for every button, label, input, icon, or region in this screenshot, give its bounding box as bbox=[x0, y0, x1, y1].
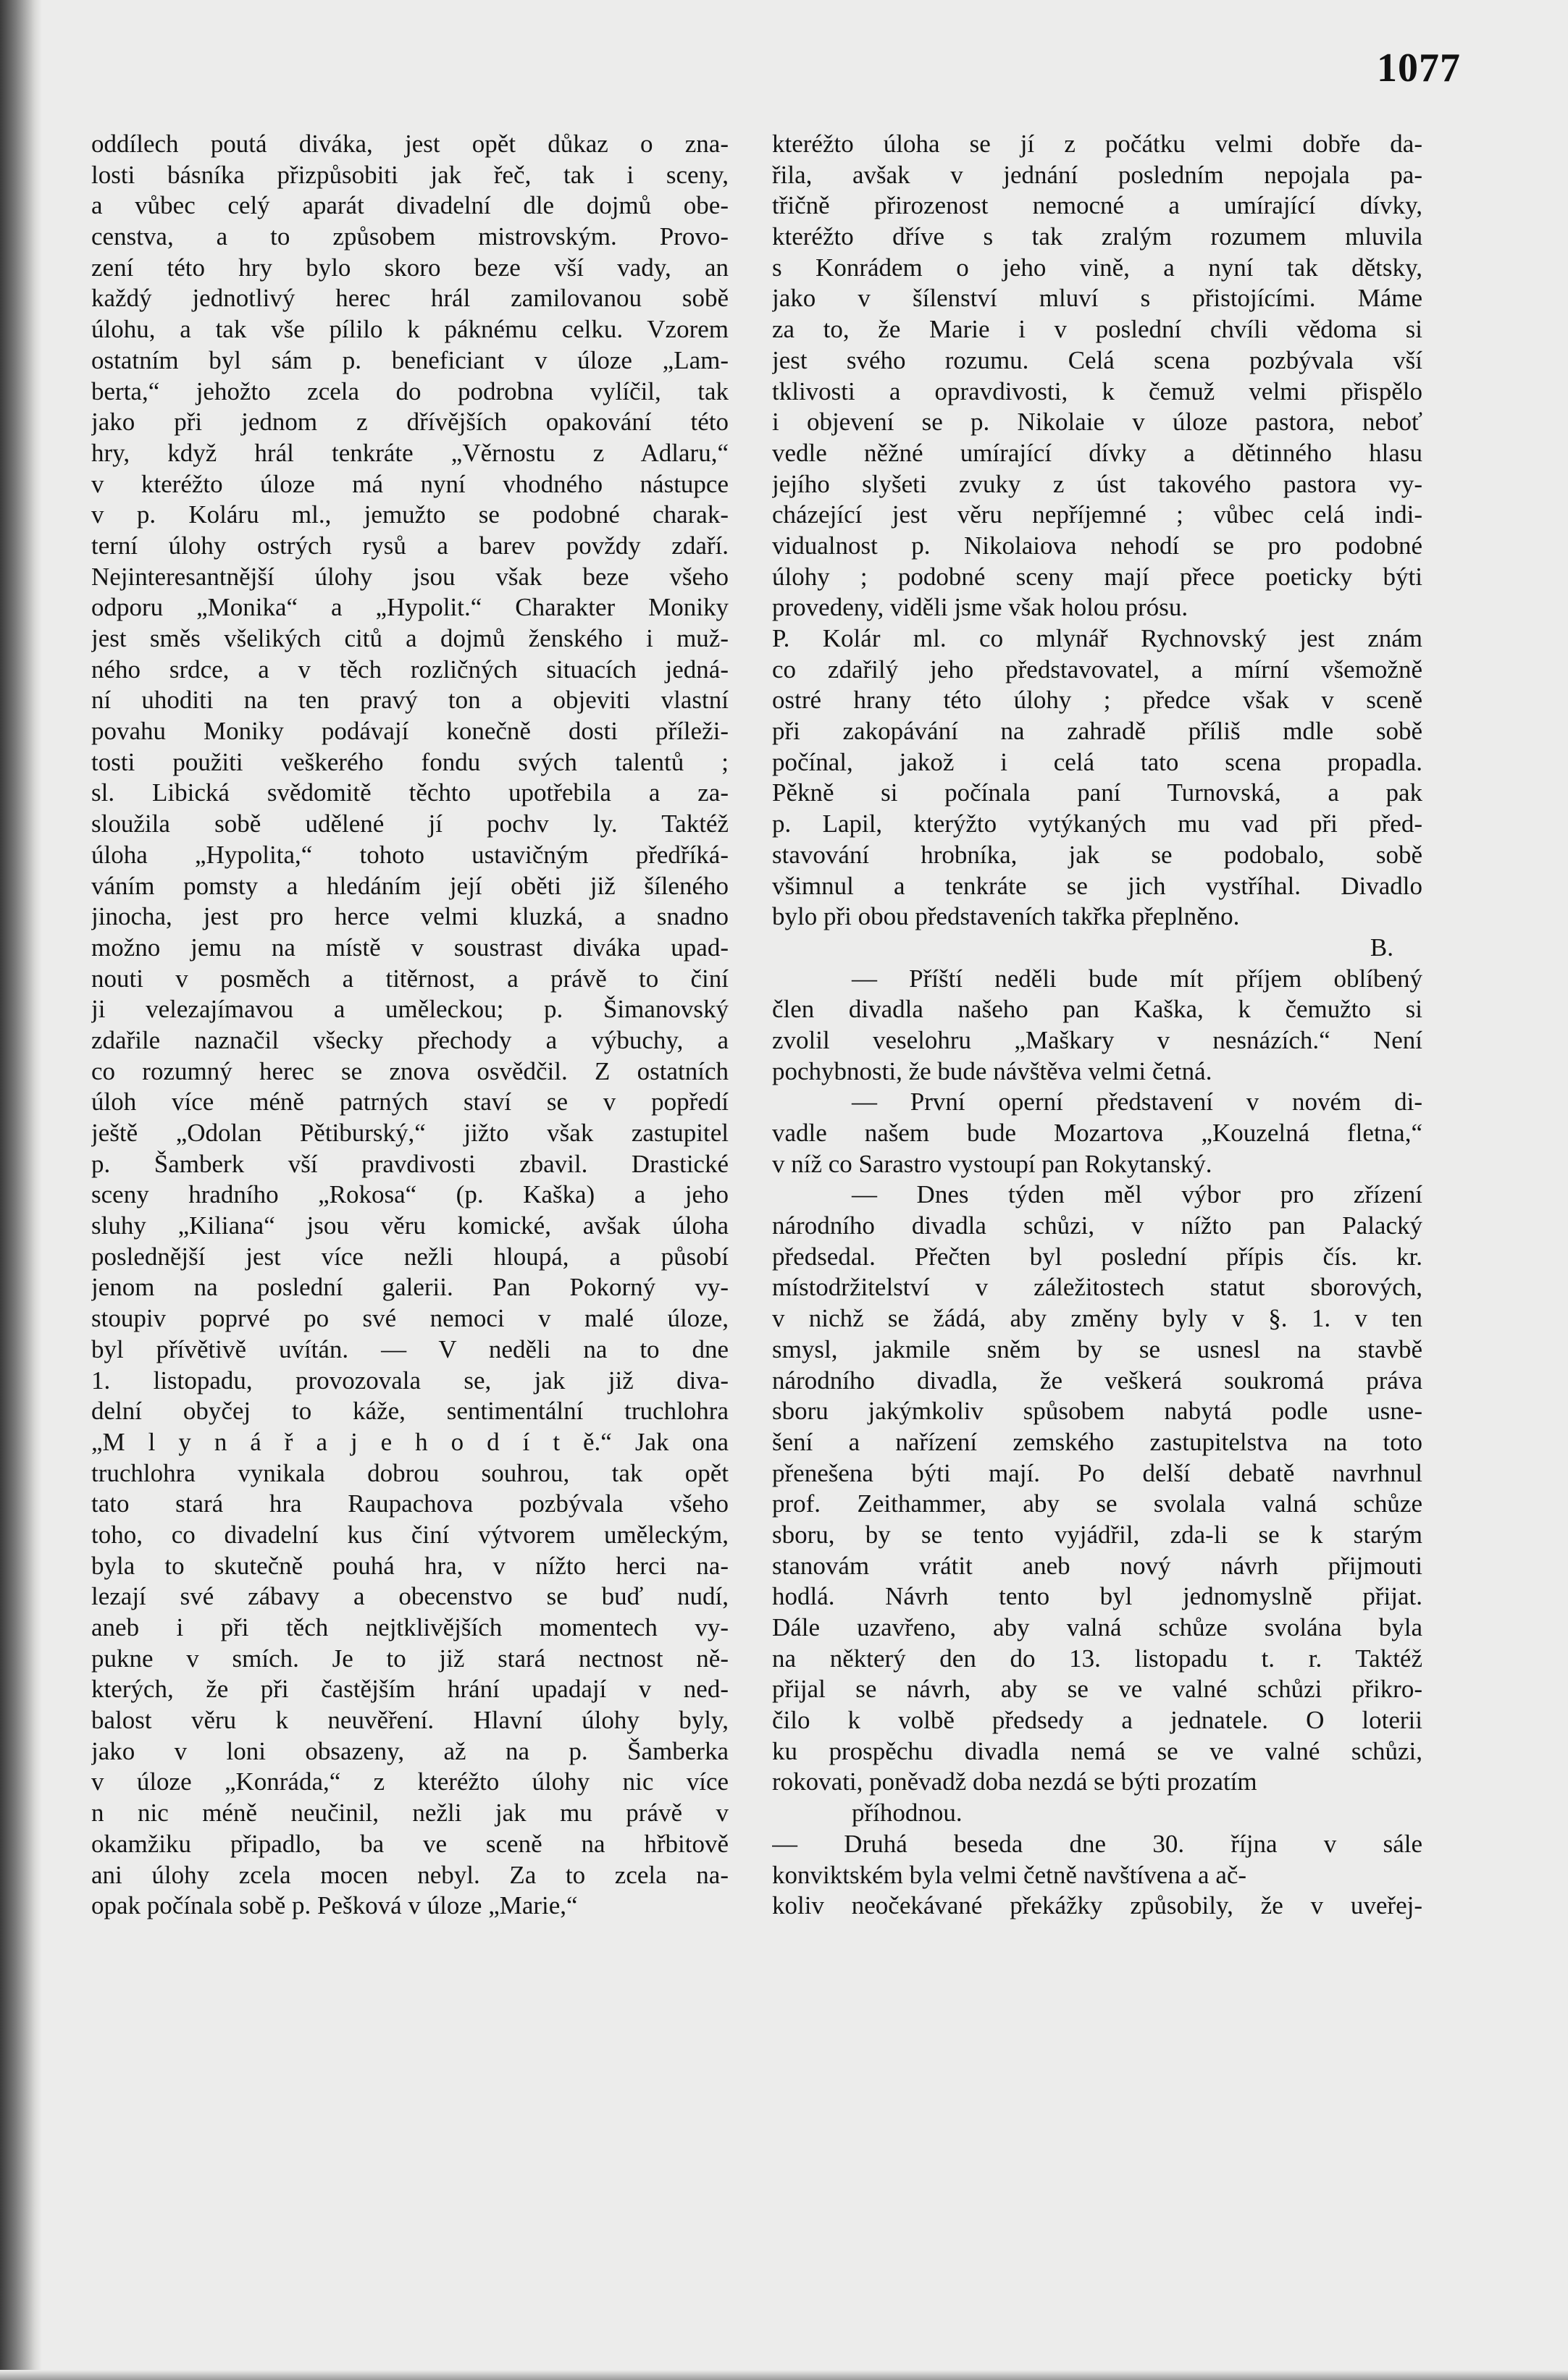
text-line: ku prospěchu divadla nemá se ve valné schůzi, bbox=[772, 1736, 1422, 1765]
text-line: zdařile naznačil všecky přechody a výbuchy, a bbox=[91, 1025, 729, 1054]
text-line: národního divadla, že veškerá soukromá práva bbox=[772, 1366, 1422, 1395]
text-line: povahu Moniky podávají konečně dosti příleži- bbox=[91, 717, 729, 746]
text-line: jest směs všelikých citů a dojmů ženského i muž- bbox=[91, 624, 729, 652]
text-line: stanovám vrátit aneb nový návrh přijmouti bbox=[772, 1551, 1422, 1580]
text-line: berta,“ jehožto zcela do podrobna vylíčil, tak bbox=[91, 377, 729, 405]
text-line: sboru, by se tento vyjádřil, zda-li se k starým bbox=[772, 1520, 1422, 1549]
text-line: truchlohra vynikala dobrou souhrou, tak opět bbox=[91, 1458, 729, 1487]
text-line: Nejinteresantnější úlohy jsou však beze všeho bbox=[91, 562, 729, 591]
text-line: zení této hry bylo skoro beze vší vady, an bbox=[91, 253, 729, 282]
text-line: místodržitelství v záležitostech statut sborových, bbox=[772, 1273, 1422, 1302]
text-line: B. bbox=[1370, 933, 1393, 962]
text-line: a vůbec celý aparát divadelní dle dojmů obe- bbox=[91, 191, 729, 220]
text-line: ní uhoditi na ten pravý ton a objeviti vlastní bbox=[91, 686, 729, 715]
text-line: kteréžto úloha se jí z počátku velmi dobře da- bbox=[772, 130, 1422, 158]
text-line: všimnul a tenkráte se jich vystříhal. Divadlo bbox=[772, 871, 1422, 900]
text-line: v níž co Sarastro vystoupí pan Rokytanský. bbox=[772, 1149, 1212, 1178]
text-line: co zdařilý jeho představovatel, a mírní všemožně bbox=[772, 655, 1422, 684]
text-line: kteréžto dříve s tak zralým rozumem mluvila bbox=[772, 222, 1422, 251]
text-line: zvolil veselohru „Maškary v nesnázích.“ Není bbox=[772, 1025, 1422, 1054]
text-line: čilo k volbě předsedy a jednatele. O loterii bbox=[772, 1706, 1422, 1735]
text-line: censtva, a to způsobem mistrovským. Provo- bbox=[91, 222, 729, 251]
text-line: n nic méně neučinil, nežli jak mu právě v bbox=[91, 1799, 729, 1828]
text-line: balost věru k neuvěření. Hlavní úlohy byly, bbox=[91, 1706, 729, 1735]
text-line: aneb i při těch nejtklivějších momentech vy- bbox=[91, 1613, 729, 1641]
text-line: na některý den do 13. listopadu t. r. Taktéž bbox=[772, 1644, 1422, 1673]
text-line: P. Kolár ml. co mlynář Rychnovský jest znám bbox=[772, 624, 1422, 652]
text-line: ji velezajímavou a uměleckou; p. Šimanovský bbox=[91, 995, 729, 1024]
text-line: s Konrádem o jeho vině, a nyní tak dětsky, bbox=[772, 253, 1422, 282]
text-line: opak počínala sobě p. Pešková v úloze „Marie,“ bbox=[91, 1891, 578, 1920]
text-line: jinocha, jest pro herce velmi kluzká, a snadno bbox=[91, 902, 729, 931]
text-line: pukne v smích. Je to již stará nectnost ně- bbox=[91, 1644, 729, 1673]
text-line: každý jednotlivý herec hrál zamilovanou sobě bbox=[91, 284, 729, 313]
left-column bbox=[91, 129, 729, 1922]
text-line: při zakopávání na zahradě příliš mdle sobě bbox=[772, 717, 1422, 746]
text-line: oddílech poutá diváka, jest opět důkaz o zna- bbox=[91, 130, 729, 158]
text-line: stoupiv poprvé po své nemoci v malé úloze, bbox=[91, 1304, 729, 1333]
text-line: předsedal. Přečten byl poslední přípis čís. kr. bbox=[772, 1242, 1422, 1271]
text-line: stavování hrobníka, jak se podobalo, sobě bbox=[772, 840, 1422, 869]
text-line: v nichž se žádá, aby změny byly v §. 1. v ten bbox=[772, 1304, 1422, 1333]
text-line: ani úlohy zcela mocen nebyl. Za to zcela na- bbox=[91, 1860, 729, 1889]
text-line: bylo při obou představeních takřka přeplněno. bbox=[772, 902, 1240, 931]
text-line: vadle našem bude Mozartova „Kouzelná fletna,“ bbox=[772, 1119, 1422, 1147]
text-line: sboru jakýmkoliv spůsobem nabytá podle usne- bbox=[772, 1397, 1422, 1426]
text-line: vedle něžné umírající dívky a dětinného hlasu bbox=[772, 438, 1422, 467]
text-line: jejího slyšeti zvuky z úst takového pastora vy- bbox=[772, 469, 1422, 498]
text-line: p. Šamberk vší pravdivosti zbavil. Drastické bbox=[91, 1149, 729, 1178]
text-line: člen divadla našeho pan Kaška, k čemužto si bbox=[772, 995, 1422, 1024]
text-line: toho, co divadelní kus činí výtvorem uměleckým, bbox=[91, 1520, 729, 1549]
text-line: tato stará hra Raupachova pozbývala všeho bbox=[91, 1489, 729, 1518]
text-line: byla to skutečně pouhá hra, v nížto herci na- bbox=[91, 1551, 729, 1580]
text-line: rokovati, poněvadž doba nezdá se býti prozatím bbox=[772, 1767, 1257, 1796]
text-line: delní obyčej to káže, sentimentální truchlohra bbox=[91, 1397, 729, 1426]
text-line: poslednější jest více nežli hloupá, a působí bbox=[91, 1242, 729, 1271]
text-line: sceny hradního „Rokosa“ (p. Kaška) a jeho bbox=[91, 1180, 729, 1209]
text-line: ného srdce, a v těch rozličných situacích jedná- bbox=[91, 655, 729, 684]
page-bottom-edge bbox=[0, 2370, 1568, 2380]
text-line: koliv neočekávané překážky způsobily, že v uveřej- bbox=[772, 1891, 1422, 1920]
right-column bbox=[772, 129, 1422, 1922]
text-line: jako v šílenství mluví s přistojícími. Máme bbox=[772, 284, 1422, 313]
text-line: tosti použiti veškerého fondu svých talentů ; bbox=[91, 747, 729, 776]
text-line: přenešena býti mají. Po delší debatě navrhnul bbox=[772, 1458, 1422, 1487]
text-line: kterých, že při častějším hrání upadají v ned- bbox=[91, 1675, 729, 1704]
page-number: 1077 bbox=[1377, 46, 1461, 91]
text-line: jest svého rozumu. Celá scena pozbývala vší bbox=[772, 345, 1422, 374]
text-line: smysl, jakmile sněm by se usnesl na stavbě bbox=[772, 1334, 1422, 1363]
text-line: — První operní představení v novém di- bbox=[852, 1088, 1422, 1117]
text-line: co rozumný herec se znova osvědčil. Z ostatních bbox=[91, 1056, 729, 1085]
text-line: provedeny, viděli jsme však holou prósu. bbox=[772, 593, 1188, 622]
text-line: příhodnou. bbox=[852, 1799, 963, 1828]
text-line: úloh více méně patrných staví se v popředí bbox=[91, 1088, 729, 1117]
text-line: počínal, jakož i celá tato scena propadla. bbox=[772, 747, 1422, 776]
text-line: jenom na poslední galerii. Pan Pokorný vy- bbox=[91, 1273, 729, 1302]
text-line: — Příští neděli bude mít příjem oblíbený bbox=[852, 964, 1422, 993]
text-line: tklivosti a opravdivosti, k čemuž velmi přispělo bbox=[772, 377, 1422, 405]
text-line: třičně přirozenost nemocné a umírající dívky, bbox=[772, 191, 1422, 220]
text-line: prof. Zeithammer, aby se svolala valná schůze bbox=[772, 1489, 1422, 1518]
text-line: konviktském byla velmi četně navštívena a ač- bbox=[772, 1860, 1247, 1889]
text-line: hry, když hrál tenkráte „Věrnostu z Adlaru,“ bbox=[91, 438, 729, 467]
text-line: váním pomsty a hledáním její oběti již šíleného bbox=[91, 871, 729, 900]
text-line: sloužila sobě udělené jí pochv ly. Taktéž bbox=[91, 810, 729, 838]
text-line: i objevení se p. Nikolaie v úloze pastora, neboť bbox=[772, 408, 1422, 437]
text-line: Pěkně si počínala paní Turnovská, a pak bbox=[772, 778, 1422, 807]
text-line: pochybnosti, že bude návštěva velmi četná. bbox=[772, 1056, 1212, 1085]
text-line: — Druhá beseda dne 30. října v sále bbox=[772, 1829, 1422, 1858]
text-line: odporu „Monika“ a „Hypolit.“ Charakter Moniky bbox=[91, 593, 729, 622]
text-line: úloha „Hypolita,“ tohoto ustavičným předříká- bbox=[91, 840, 729, 869]
text-line: úlohy ; podobné sceny mají přece poeticky býti bbox=[772, 562, 1422, 591]
text-line: řila, avšak v jednání posledním nepojala pa- bbox=[772, 160, 1422, 189]
text-line: 1. listopadu, provozovala se, jak již diva- bbox=[91, 1366, 729, 1395]
text-line: cházející jest věru nepříjemné ; vůbec celá indi- bbox=[772, 500, 1422, 529]
text-line: v úloze „Konráda,“ z kteréžto úlohy nic více bbox=[91, 1767, 729, 1796]
text-line: okamžiku připadlo, ba ve sceně na hřbitově bbox=[91, 1829, 729, 1858]
text-line: v p. Koláru ml., jemužto se podobné charak- bbox=[91, 500, 729, 529]
text-line: šení a nařízení zemského zastupitelstva na toto bbox=[772, 1427, 1422, 1456]
text-line: sluhy „Kiliana“ jsou věru komické, avšak úloha bbox=[91, 1211, 729, 1240]
text-line: přijal se návrh, aby se ve valné schůzi přikro- bbox=[772, 1675, 1422, 1704]
text-line: p. Lapil, kterýžto vytýkaných mu vad při před- bbox=[772, 810, 1422, 838]
text-line: losti básníka přizpůsobiti jak řeč, tak i sceny, bbox=[91, 160, 729, 189]
text-line: terní úlohy ostrých rysů a barev povždy zdaří. bbox=[91, 531, 729, 560]
text-line: — Dnes týden měl výbor pro zřízení bbox=[852, 1180, 1422, 1209]
text-line: ostatním byl sám p. beneficiant v úloze „Lam- bbox=[91, 345, 729, 374]
text-line: ještě „Odolan Pětiburský,“ jižto však zastupitel bbox=[91, 1119, 729, 1147]
text-line: „M l y n á ř a j e h o d í t ě.“ Jak ona bbox=[91, 1427, 729, 1456]
text-line: v kteréžto úloze má nyní vhodného nástupce bbox=[91, 469, 729, 498]
text-line: nouti v posměch a titěrnost, a právě to činí bbox=[91, 964, 729, 993]
text-line: vidualnost p. Nikolaiova nehodí se pro podobné bbox=[772, 531, 1422, 560]
page-binding-shadow bbox=[0, 0, 42, 2380]
text-line: národního divadla schůzi, v nížto pan Palacký bbox=[772, 1211, 1422, 1240]
text-line: jako v loni obsazeny, až na p. Šamberka bbox=[91, 1736, 729, 1765]
text-line: možno jemu na místě v soustrast diváka upad- bbox=[91, 933, 729, 962]
text-line: ostré hrany této úlohy ; předce však v sceně bbox=[772, 686, 1422, 715]
text-line: Dále uzavřeno, aby valná schůze svolána byla bbox=[772, 1613, 1422, 1641]
text-line: jako při jednom z dřívějších opakování této bbox=[91, 408, 729, 437]
text-line: byl přívětivě uvítán. — V neděli na to dne bbox=[91, 1334, 729, 1363]
text-line: lezají své zábavy a obecenstvo se buď nudí, bbox=[91, 1582, 729, 1611]
text-line: sl. Libická svědomitě těchto upotřebila a za- bbox=[91, 778, 729, 807]
text-line: úlohu, a tak vše pílilo k páknému celku. Vzorem bbox=[91, 315, 729, 344]
text-line: hodlá. Návrh tento byl jednomyslně přijat. bbox=[772, 1582, 1422, 1611]
text-line: za to, že Marie i v poslední chvíli vědoma si bbox=[772, 315, 1422, 344]
